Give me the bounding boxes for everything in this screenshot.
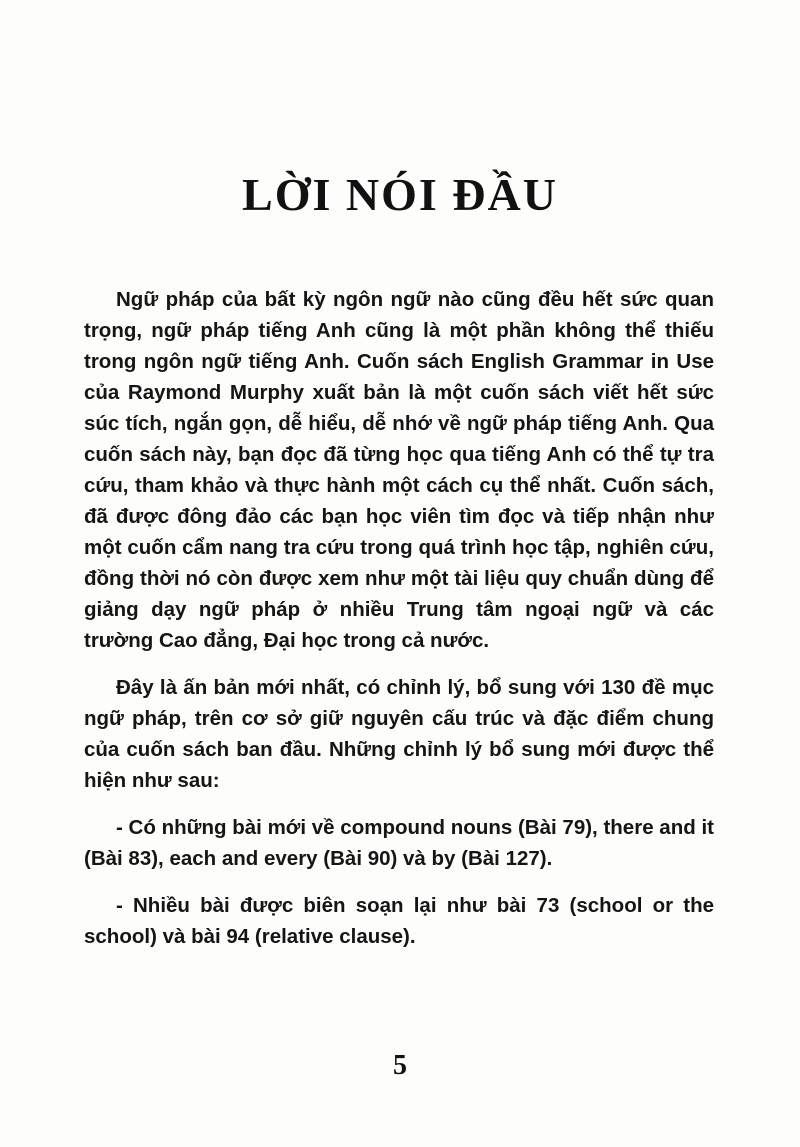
page-title: LỜI NÓI ĐẦU	[242, 169, 558, 220]
preface-body	[84, 284, 714, 968]
paragraph-intro: Ngữ pháp của bất kỳ ngôn ngữ nào cũng đều hết sức quan trọng, ngữ pháp tiếng Anh cũng là một phần không thể thiếu trong ngôn ngữ tiếng Anh. Cuốn sách English Grammar in Use của Raymond Murphy xuất bản là một cuốn sách viết hết sức súc tích, ngắn gọn, dễ hiểu, dễ nhớ về ngữ pháp tiếng Anh. Qua cuốn sách này, bạn đọc đã từng học qua tiếng Anh có thể tự tra cứu, tham khảo và thực hành một cách cụ thể nhất. Cuốn sách, đã được đông đảo các bạn học viên tìm đọc và tiếp nhận như một cuốn cẩm nang tra cứu trong quá trình học tập, nghiên cứu, đồng thời nó còn được xem như một tài liệu quy chuẩn dùng để giảng dạy ngữ pháp ở nhiều Trung tâm ngoại ngữ và các trường Cao đẳng, Đại học trong cả nước.	[84, 288, 714, 652]
paragraph-edition: Đây là ấn bản mới nhất, có chỉnh lý, bổ sung với 130 đề mục ngữ pháp, trên cơ sở giữ nguyên cấu trúc và đặc điểm chung của cuốn sách ban đầu. Những chỉnh lý bổ sung mới được thể hiện như sau:	[84, 676, 714, 792]
paragraph-new-lessons: - Có những bài mới về compound nouns (Bài 79), there and it (Bài 83), each and every (Bài 90) và by (Bài 127).	[84, 816, 714, 870]
paragraph-revised-lessons: - Nhiều bài được biên soạn lại như bài 73 (school or the school) và bài 94 (relative clause).	[84, 894, 714, 948]
page-number: 5	[393, 1050, 407, 1081]
